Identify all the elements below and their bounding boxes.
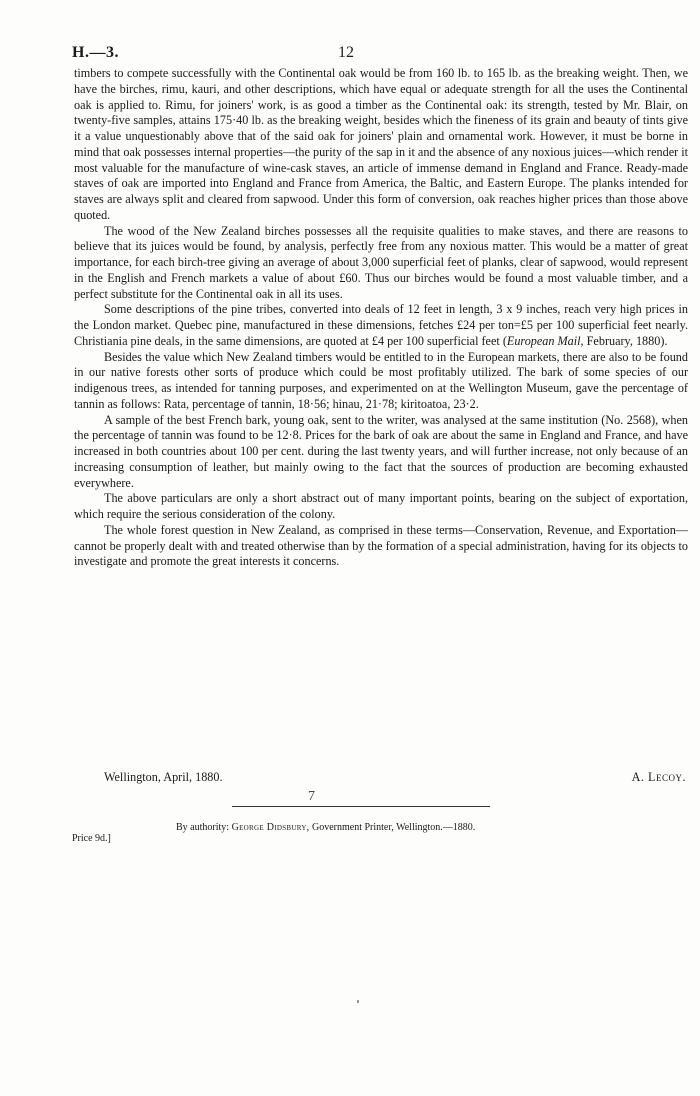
scan-speck <box>357 1000 359 1003</box>
citation-source: European Mail, <box>506 333 584 348</box>
footer-divider <box>232 806 490 807</box>
paragraph-1: timbers to compete successfully with the Continental oak would be from 160 lb. to 165 lb. as the breaking weight. Then, we have the birches, rimu, kauri, and other descriptions, which have equal or adequate strength for all the uses the Continental oak is applied to. Rimu, for joiners' work, is as good a timber as the Continental oak: its strength, tested by Mr. Blair, on twenty-five samples, attains 175·40 lb. as the breaking weight, besides which the fineness of its grain and beauty of tints give it a value unquestionably above that of the said oak for joiners' plain and ornamental work. However, it must be borne in mind that oak possesses internal properties—the purity of the sap in it and the absence of any noxious juices—which render it most valuable for the manufacture of wine-cask staves, an article of immense demand in England and France. Ready-made staves of oak are imported into England and France from America, the Baltic, and Eastern Europe. The planks intended for staves are always split and cleared from sapwood. Under this form of conversion, oak reaches higher prices than those above quoted. <box>74 66 688 222</box>
printer-name: George Didsbury, <box>231 822 310 833</box>
citation-date: February, 1880). <box>586 333 668 348</box>
signature-place-date: Wellington, April, 1880. <box>104 770 223 784</box>
authority-prefix: By authority: <box>176 822 230 833</box>
printer-rest: Government Printer, Wellington.—1880. <box>311 822 476 833</box>
paragraph-5: A sample of the best French bark, young oak, sent to the writer, was analysed at the same institution (No. 2568), when the percentage of tannin was found to be 12·8. Prices for the bark of oak are about the same in England and France, and have increased in both countries about 100 per cent. during the last twenty years, and will further increase, not only because of an increasing consumption of leather, but mainly owing to the fact that the sources of production are becoming exhausted everywhere. <box>74 412 688 490</box>
paragraph-2: The wood of the New Zealand birches possesses all the requisite qualities to make staves, and there are reasons to believe that its juices would be found, by analysis, perfectly free from any noxious matter. This would be a matter of great importance, for each birch-tree giving an average of about 3,000 superficial feet of planks, clear of sapwood, would represent in the English and French markets a value of about £60. Thus our birches would be found a most valuable timber, and a perfect substitute for the Continental oak in all its uses. <box>74 223 688 301</box>
body-text <box>74 66 688 570</box>
printer-imprint <box>176 822 475 833</box>
page-number: 12 <box>338 44 354 61</box>
price-note: Price 9d.] <box>72 833 111 844</box>
paragraph-3: Some descriptions of the pine tribes, converted into deals of 12 feet in length, 3 x 9 inches, reach very high prices in the London market. Quebec pine, manufactured in these dimensions, fetches £24 per ton=£5 per 100 superficial feet nearly. Christiania pine deals, in the same dimensions, are quoted at £4 per 100 superficial feet (European Mail, February, 1880). <box>74 302 688 348</box>
signature-author: A. Lecoy. <box>631 770 686 784</box>
paragraph-7: The whole forest question in New Zealand, as comprised in these terms—Conservation, Revenue, and Exportation—cannot be properly dealt with and treated otherwise than by the formation of a special administration, having for its objects to investigate and promote the great interests it concerns. <box>74 522 688 569</box>
paragraph-4: Besides the value which New Zealand timbers would be entitled to in the European markets, there are also to be found in our native forests other sorts of produce which could be most profitably utilized. The bark of some species of our indigenous trees, as intended for tanning purposes, and experimented on at the Wellington Museum, gave the percentage of tannin as follows: Rata, percentage of tannin, 18·56; hinau, 21·78; kiritoatoa, 23·2. <box>74 349 688 411</box>
paragraph-3-text: Some descriptions of the pine tribes, converted into deals of 12 feet in length, 3 x 9 inches, reach very high prices in the London market. Quebec pine, manufactured in these dimensions, fetches £24 per ton=£5 per 100 superficial feet nearly. Christiania pine deals, in the same dimensions, are quoted at £4 per 100 superficial feet <box>74 302 688 348</box>
paragraph-6: The above particulars are only a short abstract out of many important points, bearing on the subject of exportation, which require the serious consideration of the colony. <box>74 491 688 521</box>
report-code: H.—3. <box>72 44 119 61</box>
handwritten-mark: 7 <box>308 789 315 804</box>
